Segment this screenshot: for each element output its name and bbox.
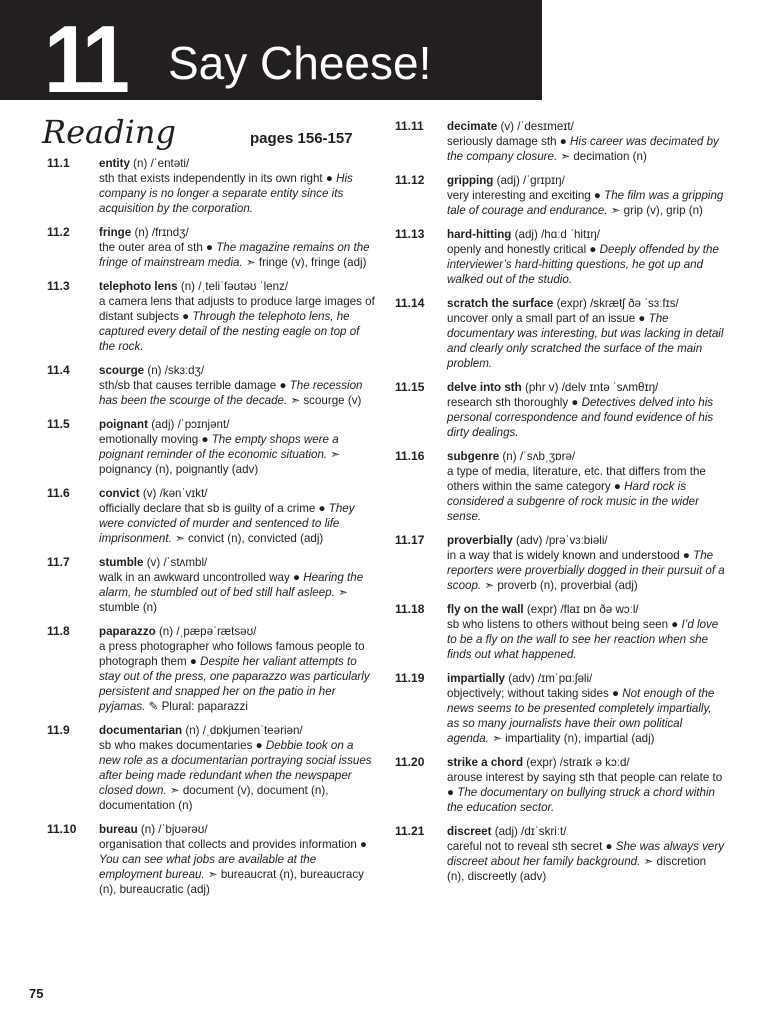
vocabulary-entry (395, 824, 725, 884)
entry-definition: uncover only a small part of an issue ● (447, 312, 649, 325)
unit-header (0, 0, 542, 113)
entry-word: discreet (447, 825, 492, 838)
entry-derivatives: ➣ convict (n), convicted (adj) (171, 532, 324, 545)
entry-body (99, 555, 377, 615)
entry-example: The film was a gripping tale of courage and endurance. (447, 189, 724, 217)
entry-example: His career was decimated by the company closure. (447, 135, 719, 163)
entry-definition-block (447, 188, 725, 218)
entry-definition: openly and honestly critical ● (447, 243, 600, 256)
entry-ipa: /ˌteliˈfəʊtəʊ ˈlenz/ (198, 280, 289, 293)
entry-example: The empty shops were a poignant reminder of the economic situation. (99, 433, 339, 461)
entry-headline (99, 279, 377, 294)
entry-example: Not enough of the news seems to be presented completely impartially, as so many journalists have their own political agenda. (447, 687, 715, 745)
entry-pos: (v) (146, 556, 161, 569)
entry-example: You can see what jobs are available at the employment bureau. (99, 853, 317, 881)
entry-definition: arouse interest by saying sth that people can relate to ● (447, 771, 723, 799)
entry-definition: organisation that collects and provides information ● (99, 838, 368, 851)
entry-word: fringe (99, 226, 132, 239)
entry-definition-block (99, 738, 377, 813)
vocabulary-entry (395, 380, 725, 440)
entry-definition-block (99, 639, 377, 714)
entry-example: Detectives delved into his personal correspondence and found evidence of his dirty dealings. (447, 396, 714, 439)
entry-example: Hard rock is considered a subgenre of rock music in the wider sense. (447, 480, 699, 523)
entry-ipa: /delv ɪntə ˈsʌmθɪŋ/ (561, 381, 659, 394)
entry-pos: (adv) (508, 672, 535, 685)
entry-body (99, 417, 377, 477)
entry-pos: (n) (185, 724, 200, 737)
entry-body (447, 671, 725, 746)
entry-pos: (adj) (151, 418, 175, 431)
entry-pos: (expr) (556, 297, 587, 310)
entry-definition: careful not to reveal sth secret ● (447, 840, 616, 853)
entry-pos: (n) (133, 157, 148, 170)
entry-definition: sb who makes documentaries ● (99, 739, 266, 752)
entry-ipa: /straɪk ə kɔːd/ (559, 756, 630, 769)
vocabulary-entry (395, 602, 725, 662)
entry-example: I’d love to be a fly on the wall to see her reaction when she finds out what happened. (447, 618, 719, 661)
entry-definition-block (447, 839, 725, 884)
vocabulary-entry (395, 449, 725, 524)
entry-definition-block (447, 770, 725, 815)
entry-body (99, 486, 377, 546)
entry-headline (447, 755, 725, 770)
entry-headline (99, 156, 377, 171)
entry-ipa: /ˌpæpəˈrætsəʊ/ (176, 625, 257, 638)
entry-ipa: /dɪˈskriːt/ (521, 825, 567, 838)
entry-headline (99, 486, 377, 501)
entry-derivatives: ➣ grip (v), grip (n) (607, 204, 703, 217)
entry-ipa: /ˈpɔɪnjənt/ (177, 418, 230, 431)
entry-pos: (phr v) (524, 381, 559, 394)
entry-body (447, 449, 725, 524)
entry-headline (99, 225, 377, 240)
entry-word: subgenre (447, 450, 500, 463)
entry-derivatives: ✎ Plural: paparazzi (145, 700, 248, 713)
entry-body (99, 624, 377, 714)
entry-definition: objectively; without taking sides ● (447, 687, 623, 700)
vocabulary-column-right (395, 119, 725, 893)
entry-word: convict (99, 487, 140, 500)
entry-pos: (n) (180, 280, 195, 293)
vocabulary-entry (47, 624, 377, 714)
entry-word: gripping (447, 174, 494, 187)
entry-ipa: /kənˈvɪkt/ (159, 487, 208, 500)
entry-example: The documentary on bullying struck a chord within the education sector. (447, 786, 716, 814)
entry-word: entity (99, 157, 130, 170)
entry-definition: research sth thoroughly ● (447, 396, 582, 409)
entry-number: 11.15 (395, 380, 425, 394)
entry-body (99, 723, 377, 813)
entry-definition: a camera lens that adjusts to produce large images of distant subjects ● (99, 295, 375, 323)
entry-body (99, 225, 377, 270)
entry-ipa: /ˈɡrɪpɪŋ/ (523, 174, 565, 187)
entry-pos: (n) (158, 625, 174, 638)
entry-definition-block (447, 617, 725, 662)
entry-pos: (n) (140, 823, 156, 836)
entry-body (99, 156, 377, 216)
entry-word: delve into sth (447, 381, 522, 394)
entry-headline (99, 555, 377, 570)
entry-headline (99, 723, 377, 738)
vocabulary-entry (47, 417, 377, 477)
entry-headline (447, 824, 725, 839)
entry-number: 11.13 (395, 227, 425, 241)
entry-word: scratch the surface (447, 297, 554, 310)
entry-number: 11.16 (395, 449, 425, 463)
entry-word: hard-hitting (447, 228, 512, 241)
entry-number: 11.8 (47, 624, 70, 638)
entry-definition-block (447, 686, 725, 746)
entry-pos: (n) (134, 226, 149, 239)
entry-number: 11.21 (395, 824, 425, 838)
entry-word: fly on the wall (447, 603, 524, 616)
vocabulary-entry (47, 363, 377, 408)
entry-definition-block (99, 378, 377, 408)
entry-definition: in a way that is widely known and understood ● (447, 549, 694, 562)
entry-definition-block (99, 294, 377, 354)
vocabulary-entry (395, 671, 725, 746)
entry-ipa: /flaɪ ɒn ðə wɔːl/ (560, 603, 639, 616)
entry-definition-block (99, 240, 377, 270)
entry-ipa: /prəˈvɜːbiəli/ (545, 534, 608, 547)
entry-pos: (v) (500, 120, 515, 133)
entry-definition: emotionally moving ● (99, 433, 212, 446)
entry-number: 11.20 (395, 755, 425, 769)
entry-pos: (adj) (514, 228, 538, 241)
vocabulary-column-left (47, 156, 377, 906)
entry-definition-block (447, 242, 725, 287)
entry-number: 11.17 (395, 533, 425, 547)
entry-derivatives: ➣ discretion (n), discreetly (adv) (447, 855, 707, 883)
entry-example: The reporters were proverbially dogged in their pursuit of a scoop. (447, 549, 725, 592)
entry-definition-block (99, 501, 377, 546)
entry-definition: sb who listens to others without being seen ● (447, 618, 682, 631)
entry-number: 11.1 (47, 156, 70, 170)
entry-derivatives: ➣ poignancy (n), poignantly (adv) (99, 448, 341, 476)
entry-word: proverbially (447, 534, 513, 547)
entry-definition-block (99, 570, 377, 615)
entry-definition: very interesting and exciting ● (447, 189, 605, 202)
entry-body (447, 755, 725, 815)
entry-derivatives: ➣ decimation (n) (557, 150, 647, 163)
section-pages: pages 156-157 (250, 130, 353, 147)
entry-definition: a type of media, literature, etc. that differs from the others within the same category ● (447, 465, 706, 493)
entry-definition: a press photographer who follows famous people to photograph them ● (99, 640, 365, 668)
entry-pos: (adj) (496, 174, 520, 187)
entry-pos: (adv) (515, 534, 543, 547)
entry-ipa: /ˈstʌmbl/ (163, 556, 208, 569)
entry-body (447, 380, 725, 440)
entry-number: 11.18 (395, 602, 425, 616)
vocabulary-entry (47, 723, 377, 813)
entry-pos: (adj) (494, 825, 518, 838)
entry-headline (447, 533, 725, 548)
entry-word: paparazzo (99, 625, 156, 638)
entry-example: They were convicted of murder and sentenced to life imprisonment. (99, 502, 355, 545)
entry-pos: (expr) (526, 756, 557, 769)
entry-body (99, 363, 377, 408)
entry-definition-block (447, 311, 725, 371)
entry-example: Through the telephoto lens, he captured every detail of the nesting eagle on top of the rock. (99, 310, 360, 353)
entry-definition: sth/sb that causes terrible damage ● (99, 379, 290, 392)
vocabulary-entry (395, 755, 725, 815)
entry-number: 11.6 (47, 486, 70, 500)
entry-body (447, 533, 725, 593)
entry-definition-block (447, 548, 725, 593)
entry-derivatives: ➣ fringe (v), fringe (adj) (242, 256, 367, 269)
entry-headline (447, 449, 725, 464)
entry-example: The recession has been the scourge of the decade. (99, 379, 363, 407)
entry-example: His company is no longer a separate entity since its acquisition by the corporation. (99, 172, 353, 215)
vocabulary-entry (395, 119, 725, 164)
entry-ipa: /ɪmˈpɑːʃəli/ (537, 672, 593, 685)
entry-number: 11.14 (395, 296, 425, 310)
entry-word: strike a chord (447, 756, 524, 769)
vocabulary-entry (395, 296, 725, 371)
entry-word: telephoto lens (99, 280, 178, 293)
entry-word: impartially (447, 672, 505, 685)
entry-definition-block (99, 837, 377, 897)
entry-pos: (n) (147, 364, 162, 377)
entry-number: 11.7 (47, 555, 70, 569)
vocabulary-entry (47, 486, 377, 546)
entry-body (447, 119, 725, 164)
entry-definition-block (99, 432, 377, 477)
entry-number: 11.11 (395, 119, 424, 133)
entry-example: Debbie took on a new role as a documentarian portraying social issues after being made redundant when the newspaper closed down. (99, 739, 372, 797)
entry-ipa: /ˈbjʊərəʊ/ (158, 823, 208, 836)
entry-headline (99, 822, 377, 837)
vocabulary-entry (395, 533, 725, 593)
entry-word: scourge (99, 364, 145, 377)
entry-ipa: /skrætʃ ðə ˈsɜːfɪs/ (590, 297, 679, 310)
entry-derivatives: ➣ impartiality (n), impartial (adj) (488, 732, 655, 745)
entry-body (447, 824, 725, 884)
entry-derivatives: ➣ scourge (v) (287, 394, 362, 407)
entry-number: 11.2 (47, 225, 70, 239)
section-title: Reading (42, 113, 176, 151)
entry-definition: officially declare that sb is guilty of a crime ● (99, 502, 329, 515)
entry-headline (447, 173, 725, 188)
entry-headline (447, 119, 725, 134)
entry-derivatives: ➣ bureaucrat (n), bureaucracy (n), bureaucratic (adj) (99, 868, 364, 896)
entry-word: stumble (99, 556, 144, 569)
entry-number: 11.19 (395, 671, 425, 685)
unit-number: 11 (44, 6, 125, 113)
entry-derivatives: ➣ document (v), document (n), documentation (n) (99, 784, 329, 812)
entry-definition: the outer area of sth ● (99, 241, 217, 254)
vocabulary-entry (47, 279, 377, 354)
entry-body (447, 227, 725, 287)
entry-definition: seriously damage sth ● (447, 135, 570, 148)
entry-word: documentarian (99, 724, 183, 737)
entry-headline (447, 602, 725, 617)
entry-derivatives: ➣ proverb (n), proverbial (adj) (481, 579, 638, 592)
entry-number: 11.9 (47, 723, 70, 737)
entry-number: 11.4 (47, 363, 70, 377)
entry-headline (447, 671, 725, 686)
entry-derivatives: ➣ stumble (n) (99, 586, 348, 614)
entry-ipa: /ˌdɒkjumenˈteəriən/ (202, 724, 303, 737)
entry-pos: (n) (502, 450, 517, 463)
entry-pos: (v) (142, 487, 157, 500)
entry-body (99, 279, 377, 354)
entry-definition: sth that exists independently in its own right ● (99, 172, 337, 185)
entry-headline (447, 227, 725, 242)
entry-number: 11.12 (395, 173, 425, 187)
entry-example: Deeply offended by the interviewer’s hard-hitting questions, he got up and walked out of the studio. (447, 243, 719, 286)
entry-number: 11.3 (47, 279, 70, 293)
entry-example: Hearing the alarm, he stumbled out of bed still half asleep. (99, 571, 364, 599)
entry-word: poignant (99, 418, 148, 431)
entry-headline (99, 363, 377, 378)
entry-definition-block (447, 395, 725, 440)
entry-ipa: /ˈsʌbˌʒɒrə/ (519, 450, 576, 463)
entry-ipa: /ˈdesɪmeɪt/ (517, 120, 574, 133)
entry-body (447, 173, 725, 218)
entry-body (447, 296, 725, 371)
entry-headline (99, 417, 377, 432)
entry-definition: walk in an awkward uncontrolled way ● (99, 571, 304, 584)
vocabulary-entry (47, 555, 377, 615)
entry-example: She was always very discreet about her family background. (447, 840, 724, 868)
page-number: 75 (29, 986, 44, 1001)
entry-ipa: /skɜːdʒ/ (164, 364, 205, 377)
entry-number: 11.10 (47, 822, 77, 836)
entry-ipa: /ˈentəti/ (150, 157, 190, 170)
entry-body (99, 822, 377, 897)
entry-example: The documentary was interesting, but was lacking in detail and clearly only scratched the surface of the main problem. (447, 312, 724, 370)
entry-ipa: /frɪndʒ/ (151, 226, 189, 239)
entry-headline (447, 296, 725, 311)
entry-number: 11.5 (47, 417, 70, 431)
vocabulary-entry (47, 225, 377, 270)
entry-word: decimate (447, 120, 498, 133)
vocabulary-entry (395, 173, 725, 218)
entry-definition-block (99, 171, 377, 216)
entry-example: Despite her valiant attempts to stay out of the press, one paparazzo was particularly persistent and snapped her on the patio in her pyjamas. (99, 655, 370, 713)
vocabulary-entry (395, 227, 725, 287)
entry-headline (99, 624, 377, 639)
entry-example: The magazine remains on the fringe of mainstream media. (99, 241, 370, 269)
entry-ipa: /hɑːd ˈhitɪŋ/ (541, 228, 600, 241)
entry-definition-block (447, 464, 725, 524)
entry-headline (447, 380, 725, 395)
unit-title: Say Cheese! (168, 37, 432, 89)
vocabulary-entry (47, 822, 377, 897)
entry-word: bureau (99, 823, 138, 836)
entry-pos: (expr) (526, 603, 558, 616)
vocabulary-entry (47, 156, 377, 216)
entry-definition-block (447, 134, 725, 164)
entry-body (447, 602, 725, 662)
